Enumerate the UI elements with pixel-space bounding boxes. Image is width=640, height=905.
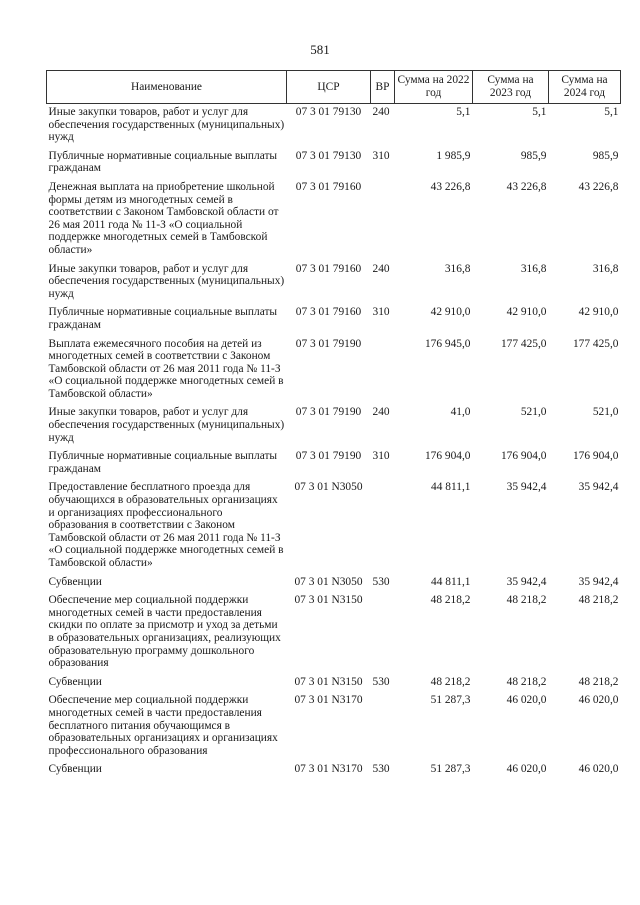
- row-csr: 07 3 01 79190: [295, 337, 362, 350]
- row-vr: 310: [372, 306, 390, 319]
- row-csr: 07 3 01 79160: [295, 180, 362, 193]
- row-vr: 530: [372, 575, 390, 588]
- row-csr: 07 3 01 N3170: [294, 763, 363, 776]
- row-sum-2022: 43 226,8: [430, 180, 471, 193]
- header-csr: ЦСР: [287, 71, 371, 104]
- row-name: Предоставление бесплатного проезда для обучающихся в образовательных организациях и организациях профессионального образования в соответствии с Законом Тамбовской области от 26 мая 2011 года № 11-З «О социальной поддержке многодетных семей в Тамбовской области»: [48, 481, 284, 569]
- row-sum-2023: 46 020,0: [506, 763, 547, 776]
- header-sum-2023: Сумма на 2023 год: [473, 71, 549, 104]
- row-sum-2022: 41,0: [450, 406, 471, 419]
- page-number: 581: [310, 42, 330, 57]
- row-sum-2022: 51 287,3: [430, 763, 471, 776]
- row-vr: 530: [372, 763, 390, 776]
- row-sum-2024: 5,1: [604, 106, 619, 118]
- budget-table: [46, 70, 621, 780]
- row-sum-2022: 1 985,9: [436, 149, 471, 162]
- row-sum-2024: 521,0: [592, 406, 619, 419]
- row-vr: 310: [372, 450, 390, 463]
- row-sum-2024: 46 020,0: [578, 763, 619, 776]
- row-sum-2022: 48 218,2: [430, 675, 471, 688]
- row-sum-2023: 35 942,4: [506, 575, 547, 588]
- header-name: Наименование: [47, 71, 287, 104]
- row-sum-2022: 5,1: [456, 106, 471, 118]
- row-sum-2022: 42 910,0: [430, 306, 471, 319]
- row-name: Обеспечение мер социальной поддержки многодетных семей в части предоставления бесплатного питания обучающимся в образовательных организациях и организациях профессионального образования: [48, 694, 278, 757]
- table-row: [47, 179, 621, 261]
- row-name: Субвенции: [48, 575, 102, 588]
- row-name: Субвенции: [48, 763, 102, 776]
- row-sum-2022: 44 811,1: [431, 481, 471, 494]
- row-name: Публичные нормативные социальные выплаты гражданам: [48, 450, 278, 475]
- row-csr: 07 3 01 N3170: [294, 694, 363, 707]
- row-csr: 07 3 01 N3150: [294, 675, 363, 688]
- row-vr: [371, 692, 395, 761]
- row-csr: 07 3 01 79130: [295, 149, 362, 162]
- row-name: Субвенции: [48, 675, 102, 688]
- row-sum-2024: 42 910,0: [578, 306, 619, 319]
- table-row: [47, 261, 621, 305]
- row-sum-2023: 42 910,0: [506, 306, 547, 319]
- row-vr: [371, 592, 395, 674]
- table-row: [47, 404, 621, 448]
- row-sum-2023: 35 942,4: [506, 481, 547, 494]
- table-row: [47, 692, 621, 761]
- table-row: [47, 674, 621, 693]
- row-sum-2024: 177 425,0: [572, 337, 619, 350]
- table-row: [47, 479, 621, 573]
- row-sum-2023: 521,0: [520, 406, 547, 419]
- row-csr: 07 3 01 79130: [295, 106, 362, 118]
- row-sum-2023: 43 226,8: [506, 180, 547, 193]
- table-row: [47, 336, 621, 405]
- row-sum-2023: 48 218,2: [506, 594, 547, 607]
- row-sum-2024: 48 218,2: [578, 675, 619, 688]
- row-vr: 240: [372, 406, 390, 419]
- row-vr: 240: [372, 106, 390, 118]
- row-sum-2024: 46 020,0: [578, 694, 619, 707]
- row-sum-2022: 44 811,1: [431, 575, 471, 588]
- table-header: [47, 71, 621, 104]
- row-sum-2022: 176 945,0: [424, 337, 471, 350]
- row-sum-2023: 48 218,2: [506, 675, 547, 688]
- header-sum-2022: Сумма на 2022 год: [395, 71, 473, 104]
- row-csr: 07 3 01 N3050: [294, 575, 363, 588]
- row-sum-2024: 48 218,2: [578, 594, 619, 607]
- table-row: [47, 574, 621, 593]
- row-vr: 530: [372, 675, 390, 688]
- row-sum-2022: 176 904,0: [424, 450, 471, 463]
- row-vr: 240: [372, 262, 390, 275]
- row-csr: 07 3 01 N3150: [294, 594, 363, 607]
- row-sum-2023: 46 020,0: [506, 694, 547, 707]
- table-row: [47, 104, 621, 148]
- row-csr: 07 3 01 79160: [295, 306, 362, 319]
- row-name: Иные закупки товаров, работ и услуг для обеспечения государственных (муниципальных) нужд: [48, 106, 285, 144]
- row-name: Обеспечение мер социальной поддержки многодетных семей в части предоставления скидки по оплате за присмотр и уход за детьми в образовательных организациях, реализующих образовательную программу дошкольного образования: [48, 594, 281, 670]
- row-csr: 07 3 01 79190: [295, 450, 362, 463]
- row-sum-2022: 316,8: [444, 262, 471, 275]
- table-row: [47, 304, 621, 335]
- row-sum-2022: 48 218,2: [430, 594, 471, 607]
- row-sum-2024: 35 942,4: [578, 481, 619, 494]
- table-row: [47, 148, 621, 179]
- header-sum-2024: Сумма на 2024 год: [549, 71, 621, 104]
- row-sum-2022: 51 287,3: [430, 694, 471, 707]
- table-body: [47, 104, 621, 780]
- row-vr: [371, 336, 395, 405]
- row-sum-2023: 177 425,0: [500, 337, 547, 350]
- row-sum-2023: 176 904,0: [500, 450, 547, 463]
- row-name: Выплата ежемесячного пособия на детей из многодетных семей в соответствии с Законом Тамбовской области от 26 мая 2011 года № 11-З «О социальной поддержке многодетных семей в Тамбовской области»: [48, 337, 284, 400]
- row-sum-2023: 985,9: [520, 149, 547, 162]
- row-sum-2023: 316,8: [520, 262, 547, 275]
- row-vr: 310: [372, 149, 390, 162]
- table-row: [47, 761, 621, 780]
- row-name: Публичные нормативные социальные выплаты гражданам: [48, 306, 278, 331]
- row-csr: 07 3 01 79160: [295, 262, 362, 275]
- row-csr: 07 3 01 79190: [295, 406, 362, 419]
- row-vr: [371, 479, 395, 573]
- row-sum-2024: 43 226,8: [578, 180, 619, 193]
- row-name: Иные закупки товаров, работ и услуг для обеспечения государственных (муниципальных) нужд: [48, 406, 285, 444]
- row-name: Иные закупки товаров, работ и услуг для обеспечения государственных (муниципальных) нужд: [48, 262, 285, 300]
- row-sum-2024: 316,8: [592, 262, 619, 275]
- row-sum-2024: 176 904,0: [572, 450, 619, 463]
- row-sum-2024: 35 942,4: [578, 575, 619, 588]
- row-sum-2024: 985,9: [592, 149, 619, 162]
- row-sum-2023: 5,1: [532, 106, 547, 118]
- row-name: Публичные нормативные социальные выплаты гражданам: [48, 149, 278, 175]
- table-row: [47, 592, 621, 674]
- row-csr: 07 3 01 N3050: [294, 481, 363, 494]
- row-name: Денежная выплата на приобретение школьной формы детям из многодетных семей в соответствии с Законом Тамбовской области от 26 мая 2011 года № 11-З «О социальной поддержке многодетных семей в Тамбовской области»: [48, 180, 279, 256]
- row-vr: [371, 179, 395, 261]
- table-row: [47, 448, 621, 479]
- header-vr: ВР: [371, 71, 395, 104]
